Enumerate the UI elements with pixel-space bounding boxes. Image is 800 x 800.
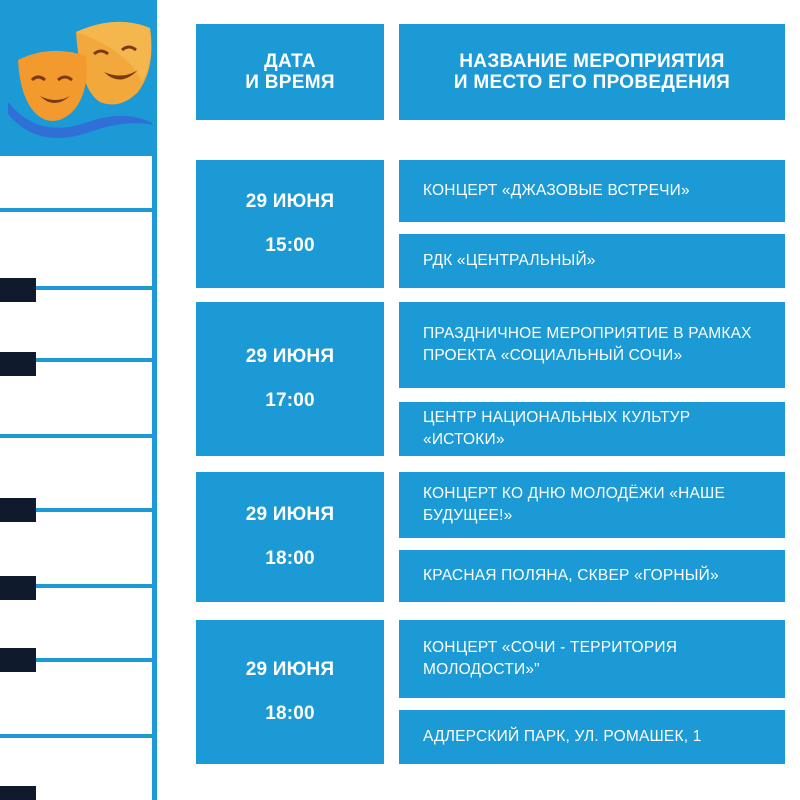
event-2-name (399, 302, 785, 388)
title-header-line1: НАЗВАНИЕ МЕРОПРИЯТИЯ (459, 51, 725, 72)
event-4-date-block (196, 620, 384, 764)
event-4-time: 18:00 (265, 703, 315, 724)
black-key (0, 352, 36, 376)
event-4-name-text: КОНЦЕРТ «СОЧИ - ТЕРРИТОРИЯ МОЛОДОСТИ»" (423, 639, 678, 678)
event-4-place (399, 710, 785, 764)
date-time-header (196, 24, 384, 120)
piano-keys-decoration (0, 0, 158, 800)
event-1-date: 29 ИЮНЯ (245, 191, 335, 212)
event-4-name (399, 620, 785, 698)
key-line (0, 734, 152, 738)
theatre-masks-icon (8, 10, 158, 140)
event-3-date: 29 ИЮНЯ (245, 504, 335, 525)
black-key (0, 648, 36, 672)
event-2-time: 17:00 (265, 390, 315, 411)
date-header-line1: ДАТА (264, 51, 316, 72)
event-1-name (399, 160, 785, 222)
event-2-name-text: ПРАЗДНИЧНОЕ МЕРОПРИЯТИЕ В РАМКАХ ПРОЕКТА «СОЦИАЛЬНЫЙ СОЧИ» (423, 325, 752, 364)
event-4-place-text: АДЛЕРСКИЙ ПАРК, УЛ. РОМАШЕК, 1 (423, 728, 702, 745)
event-1-place (399, 234, 785, 288)
title-header-line2: И МЕСТО ЕГО ПРОВЕДЕНИЯ (453, 72, 731, 93)
key-line (0, 434, 152, 438)
event-title-header (399, 24, 785, 120)
event-3-name-text: КОНЦЕРТ КО ДНЮ МОЛОДЁЖИ «НАШЕ БУДУЩЕЕ!» (423, 485, 725, 524)
event-1-date-block (196, 160, 384, 288)
key-line (0, 208, 152, 212)
event-1-place-text: РДК «ЦЕНТРАЛЬНЫЙ» (423, 252, 596, 269)
event-3-place-text: КРАСНАЯ ПОЛЯНА, СКВЕР «ГОРНЫЙ» (423, 567, 719, 584)
black-key (0, 786, 36, 800)
event-3-name (399, 472, 785, 538)
event-3-place (399, 550, 785, 602)
black-key (0, 498, 36, 522)
event-2-date: 29 ИЮНЯ (245, 346, 335, 367)
event-4-date: 29 ИЮНЯ (245, 659, 335, 680)
black-key (0, 278, 36, 302)
event-1-time: 15:00 (265, 235, 315, 256)
event-1-name-text: КОНЦЕРТ «ДЖАЗОВЫЕ ВСТРЕЧИ» (423, 182, 690, 199)
event-2-place-text: ЦЕНТР НАЦИОНАЛЬНЫХ КУЛЬТУР «ИСТОКИ» (423, 409, 691, 448)
event-2-date-block (196, 302, 384, 456)
event-2-place (399, 402, 785, 456)
event-3-date-block (196, 472, 384, 602)
event-3-time: 18:00 (265, 548, 315, 569)
strip-edge (152, 0, 157, 800)
date-header-line2: И ВРЕМЯ (245, 72, 335, 93)
black-key (0, 576, 36, 600)
